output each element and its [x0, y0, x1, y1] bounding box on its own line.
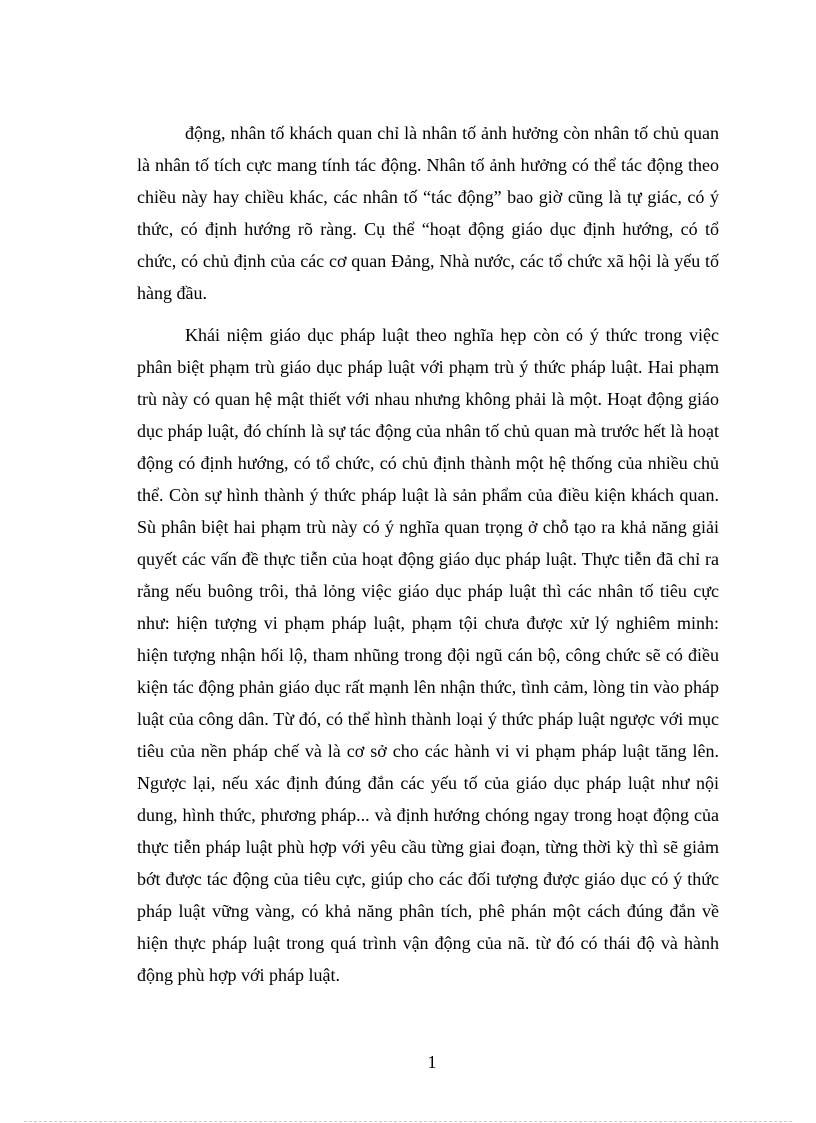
paragraph-1: động, nhân tố khách quan chỉ là nhân tố ảnh hưởng còn nhân tố chủ quan là nhân tố tích cực mang tính tác động. Nhân tố ảnh hưởng có thể tác động theo chiều này hay chiều khác, các nhân tố “tác động” bao giờ cũng là tự giác, có ý thức, có định hướng rõ ràng. Cụ thể “hoạt động giáo dục định hướng, có tổ chức, có chủ định của các cơ quan Đảng, Nhà nước, các tổ chức xã hội là yếu tố hàng đầu. — [137, 123, 719, 303]
paragraph-2: Khái niệm giáo dục pháp luật theo nghĩa hẹp còn có ý thức trong việc phân biệt phạm trù giáo dục pháp luật với phạm trù ý thức pháp luật. Hai phạm trù này có quan hệ mật thiết với nhau nhưng không phải là một. Hoạt động giáo dục pháp luật, đó chính là sự tác động của nhân tố chủ quan mà trước hết là hoạt động có định hướng, có tổ chức, có chủ định thành một hệ thống của nhiều chủ thể. Còn sự hình thành ý thức pháp luật là sản phẩm của điều kiện khách quan. Sù phân biệt hai phạm trù này có ý nghĩa quan trọng ở chỗ tạo ra khả năng giải quyết các vấn đề thực tiễn của hoạt động giáo dục pháp luật. Thực tiễn đã chỉ ra rằng nếu buông trôi, thả lỏng việc giáo dục pháp luật thì các nhân tố tiêu cực như: hiện tượng vi phạm pháp luật, phạm tội chưa được xử lý nghiêm minh: hiện tượng nhận hối lộ, tham nhũng trong đội ngũ cán bộ, công chức sẽ có điều kiện tác động phản giáo dục rất mạnh lên nhận thức, tình cảm, lòng tin vào pháp luật của công dân. Từ đó, có thể hình thành loại ý thức pháp luật ngược với mục tiêu của nền pháp chế và là cơ sở cho các hành vi vi phạm pháp luật tăng lên. Ngược lại, nếu xác định đúng đắn các yếu tố của giáo dục pháp luật như nội dung, hình thức, phương pháp... và định hướng chóng ngay trong hoạt động của thực tiễn pháp luật phù hợp với yêu cầu từng giai đoạn, từng thời kỳ thì sẽ giảm bớt được tác động của tiêu cực, giúp cho các đối tượng được giáo dục có ý thức pháp luật vững vàng, có khả năng phân tích, phê phán một cách đúng đắn về hiện thực pháp luật trong quá trình vận động của nã. từ đó có thái độ và hành động phù hợp với pháp luật. — [137, 325, 719, 985]
page-number: 1 — [427, 1052, 437, 1072]
body-text — [137, 117, 719, 1001]
page-bottom-divider — [24, 1121, 792, 1122]
